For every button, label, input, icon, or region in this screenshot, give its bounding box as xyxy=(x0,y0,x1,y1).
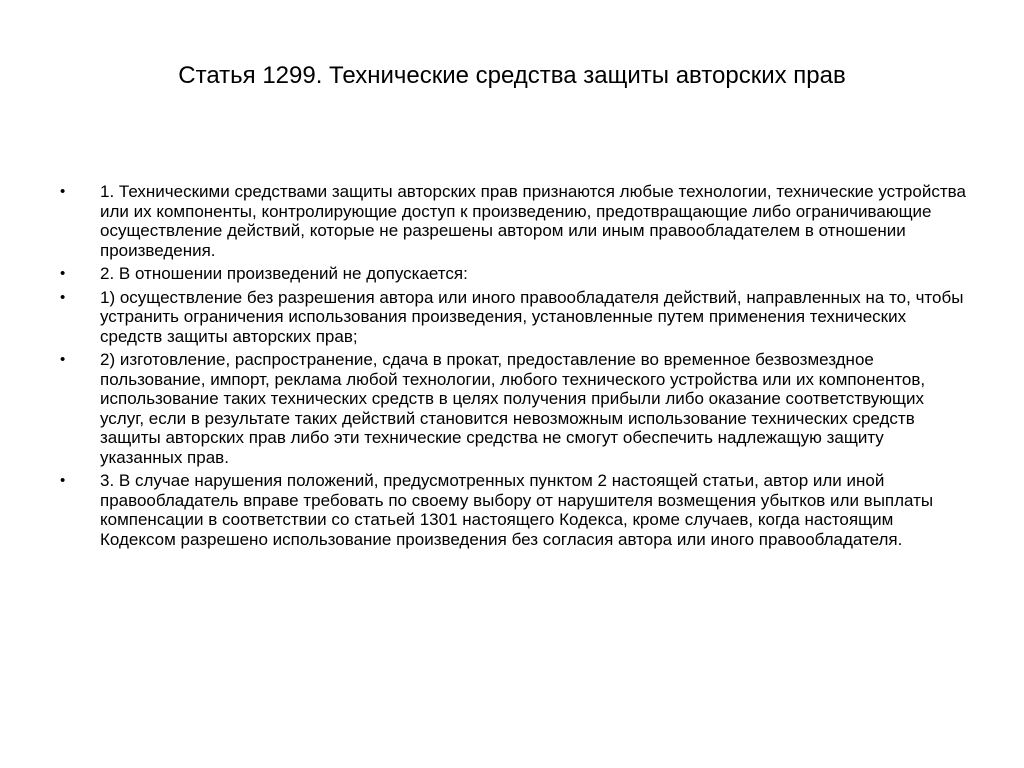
bullet-icon: • xyxy=(60,288,66,306)
list-item xyxy=(60,182,970,260)
bullet-text: 1. Техническими средствами защиты авторских прав признаются любые технологии, технические устройства или их компоненты, контролирующие доступ к произведению, предотвращающие либо ограничивающие осуществление действий, которые не разрешены автором или иным правообладателем в отношении произведения. xyxy=(100,182,966,260)
bullet-icon: • xyxy=(60,183,66,200)
bullet-text: 2) изготовление, распространение, сдача в прокат, предоставление во временное безвозмездное пользование, импорт, реклама любой технологии, любого технического устройства или их компонентов, использование таких технических средств в целях получения прибыли либо оказание соответствующих услуг, если в результате таких действий становится невозможным использование технических средств защиты авторских прав либо эти технические средства не смогут обеспечить надлежащую защиту указанных прав. xyxy=(100,350,926,467)
bullet-list xyxy=(60,182,970,553)
slide-title: Статья 1299. Технические средства защиты авторских прав xyxy=(178,62,846,89)
bullet-icon: • xyxy=(60,265,66,282)
list-item xyxy=(60,350,970,467)
list-item xyxy=(60,288,970,347)
list-item xyxy=(60,264,970,284)
bullet-text: 2. В отношении произведений не допускается: xyxy=(100,264,468,283)
bullet-text: 3. В случае нарушения положений, предусмотренных пунктом 2 настоящей статьи, автор или иной правообладатель вправе требовать по своему выбору от нарушителя возмещения убытков или выплаты компенсации в соответствии со статьей 1301 настоящего Кодекса, кроме случаев, когда настоящим Кодексом разрешено использование произведения без согласия автора или иного правообладателя. xyxy=(100,471,934,549)
bullet-icon: • xyxy=(60,351,66,368)
bullet-text: 1) осуществление без разрешения автора или иного правообладателя действий, направленных на то, чтобы устранить ограничения использования произведения, установленные путем применения технических средств защиты авторских прав; xyxy=(100,287,964,346)
list-item xyxy=(60,471,970,549)
bullet-icon: • xyxy=(60,472,66,489)
